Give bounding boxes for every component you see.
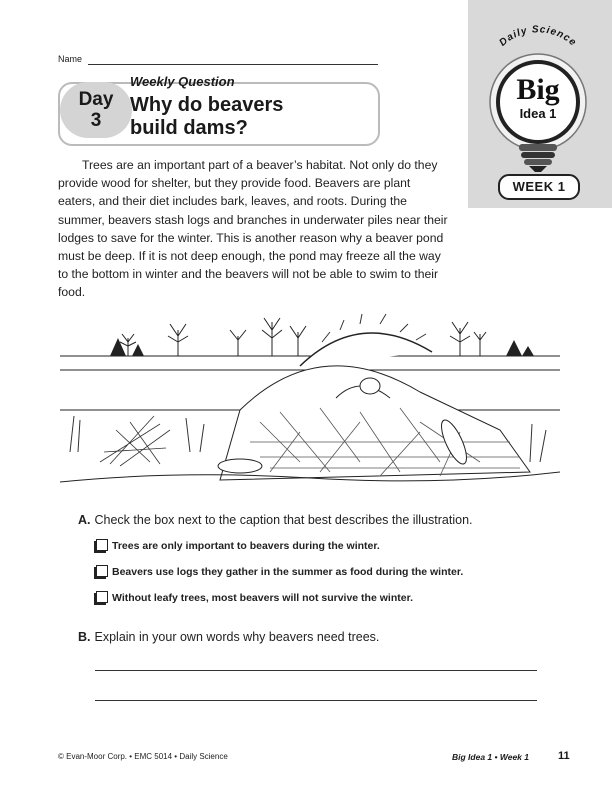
option-label: Beavers use logs they gather in the summer as food during the winter.: [112, 566, 464, 578]
name-label: Name: [58, 54, 83, 64]
day-word: Day: [78, 89, 114, 110]
divider: [244, 82, 339, 83]
name-input-line[interactable]: [88, 64, 378, 65]
page-title: [130, 94, 370, 140]
option-row[interactable]: [96, 592, 413, 604]
weekly-question-label: Weekly Question: [130, 74, 235, 89]
question-a-prompt: Check the box next to the caption that best describes the illustration.: [94, 513, 473, 527]
page-number: 11: [558, 750, 570, 762]
week-badge: WEEK 1: [498, 174, 580, 200]
footer-section-label: Big Idea 1 • Week 1: [452, 752, 529, 762]
question-b-prompt: Explain in your own words why beavers need trees.: [94, 630, 380, 644]
option-label: Trees are only important to beavers during the winter.: [112, 540, 380, 552]
option-checkbox[interactable]: [96, 565, 108, 577]
reading-passage: [58, 156, 450, 302]
question-a: [78, 513, 473, 527]
day-number: 3: [90, 110, 102, 131]
question-a-letter: A.: [78, 513, 91, 527]
answer-line[interactable]: [95, 670, 537, 671]
brand-idea-text: Idea 1: [519, 106, 557, 121]
title-line-1: Why do beavers: [130, 94, 284, 116]
svg-text:Daily Science: [498, 24, 579, 48]
option-row[interactable]: [96, 540, 380, 552]
option-row[interactable]: [96, 566, 463, 578]
copyright-footer: © Evan-Moor Corp. • EMC 5014 • Daily Science: [58, 752, 228, 761]
title-line-2: build dams?: [130, 117, 248, 139]
option-label: Without leafy trees, most beavers will not survive the winter.: [112, 592, 413, 604]
passage-text: Trees are an important part of a beaver’s habitat. Not only do they provide wood for shelter, but they provide food. Beavers are plant eaters, and their diet includes bark, leaves, and roots. During the summer, beavers stash logs and branches in underwater piles near their lodges to save for the winter. This is another reason why a beaver pond must be deep. If it is not deep enough, the pond may freeze all the way to the bottom in winter and the beavers will not be able to swim to their food.: [58, 158, 448, 300]
lightbulb-icon: [483, 52, 593, 172]
day-badge: [60, 82, 132, 138]
option-checkbox[interactable]: [96, 591, 108, 603]
option-checkbox[interactable]: [96, 539, 108, 551]
beaver-lodge-illustration: [60, 312, 560, 490]
brand-arc-text: Daily Science: [497, 24, 579, 49]
brand-big-text: Big: [516, 73, 560, 106]
question-b: [78, 630, 379, 644]
question-b-letter: B.: [78, 630, 91, 644]
answer-line[interactable]: [95, 700, 537, 701]
